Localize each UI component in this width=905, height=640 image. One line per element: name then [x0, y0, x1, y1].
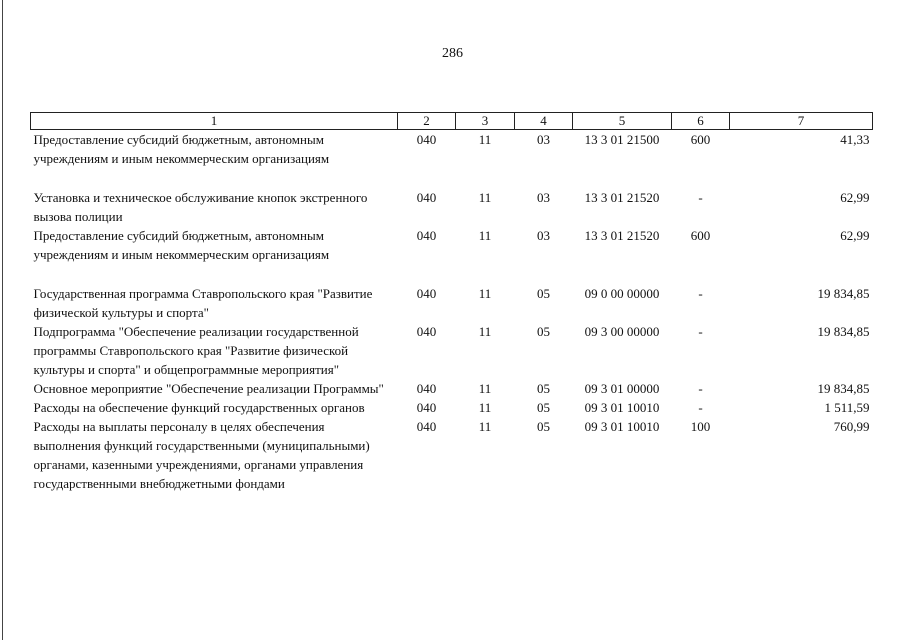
row-type: -	[698, 400, 703, 415]
column-header-1: 1	[31, 113, 398, 130]
row-subsection: 03	[537, 228, 550, 243]
row-target: 09 0 00 00000	[584, 286, 660, 301]
row-amount: 62,99	[840, 228, 870, 243]
row-target: 13 3 01 21520	[584, 190, 660, 205]
row-name: Установка и техническое обслуживание кнопок экстренного вызова полиции	[33, 190, 368, 224]
row-subsection: 05	[537, 400, 550, 415]
row-ministry: 040	[416, 228, 437, 243]
row-type: 100	[690, 419, 711, 434]
column-header-3: 3	[456, 113, 515, 130]
table-row	[31, 130, 873, 169]
row-ministry: 040	[416, 324, 437, 339]
row-target: 13 3 01 21520	[584, 228, 660, 243]
table-row	[31, 226, 873, 264]
row-name: Предоставление субсидий бюджетным, автономным учреждениям и иным некоммерческим организациям	[33, 132, 330, 166]
row-section: 11	[478, 228, 492, 243]
row-type: -	[698, 190, 703, 205]
row-section: 11	[478, 400, 492, 415]
row-ministry: 040	[416, 190, 437, 205]
row-section: 11	[478, 190, 492, 205]
row-ministry: 040	[416, 381, 437, 396]
row-name: Государственная программа Ставропольского края "Развитие физической культуры и спорта"	[33, 286, 373, 320]
row-ministry: 040	[416, 400, 437, 415]
table-row	[31, 188, 873, 226]
table-row	[31, 379, 873, 398]
column-header-5: 5	[573, 113, 672, 130]
row-name: Расходы на обеспечение функций государственных органов	[33, 400, 365, 415]
table-row	[31, 322, 873, 379]
budget-table	[30, 112, 873, 493]
table-row	[31, 398, 873, 417]
row-name: Основное мероприятие "Обеспечение реализации Программы"	[33, 381, 384, 396]
row-section: 11	[478, 419, 492, 434]
row-subsection: 03	[537, 132, 550, 147]
row-section: 11	[478, 132, 492, 147]
table-row	[31, 284, 873, 322]
row-name: Расходы на выплаты персоналу в целях обеспечения выполнения функций государственными (муниципальными) органами, казенными учреждениями, органами управления государственными внебюджетными фондами	[33, 419, 370, 491]
column-number-row	[31, 113, 873, 130]
row-type: 600	[690, 132, 711, 147]
row-ministry: 040	[416, 132, 437, 147]
row-amount: 1 511,59	[824, 400, 870, 415]
row-section: 11	[478, 286, 492, 301]
row-amount: 41,33	[840, 132, 870, 147]
row-amount: 62,99	[840, 190, 870, 205]
row-name: Предоставление субсидий бюджетным, автономным учреждениям и иным некоммерческим организациям	[33, 228, 330, 262]
row-subsection: 05	[537, 286, 550, 301]
row-subsection: 05	[537, 324, 550, 339]
row-subsection: 03	[537, 190, 550, 205]
row-name: Подпрограмма "Обеспечение реализации государственной программы Ставропольского края "Развитие физической культуры и спорта" и общепрограммные мероприятия"	[33, 324, 359, 377]
row-amount: 760,99	[833, 419, 870, 434]
row-target: 09 3 01 10010	[584, 400, 660, 415]
row-section: 11	[478, 324, 492, 339]
column-header-6: 6	[672, 113, 730, 130]
row-section: 11	[478, 381, 492, 396]
column-header-4: 4	[515, 113, 573, 130]
row-subsection: 05	[537, 381, 550, 396]
page-number: 286	[442, 46, 463, 61]
row-spacer	[31, 168, 873, 188]
page-edge-rule	[2, 0, 3, 640]
row-type: -	[698, 324, 703, 339]
row-target: 13 3 01 21500	[584, 132, 660, 147]
row-amount: 19 834,85	[817, 324, 870, 339]
row-ministry: 040	[416, 286, 437, 301]
row-target: 09 3 01 10010	[584, 419, 660, 434]
row-amount: 19 834,85	[817, 286, 870, 301]
row-target: 09 3 01 00000	[584, 381, 660, 396]
column-header-7: 7	[730, 113, 873, 130]
row-type: -	[698, 381, 703, 396]
row-subsection: 05	[537, 419, 550, 434]
row-target: 09 3 00 00000	[584, 324, 660, 339]
row-ministry: 040	[416, 419, 437, 434]
row-type: -	[698, 286, 703, 301]
column-header-2: 2	[398, 113, 456, 130]
row-type: 600	[690, 228, 711, 243]
row-spacer	[31, 264, 873, 284]
table-row	[31, 417, 873, 493]
row-amount: 19 834,85	[817, 381, 870, 396]
